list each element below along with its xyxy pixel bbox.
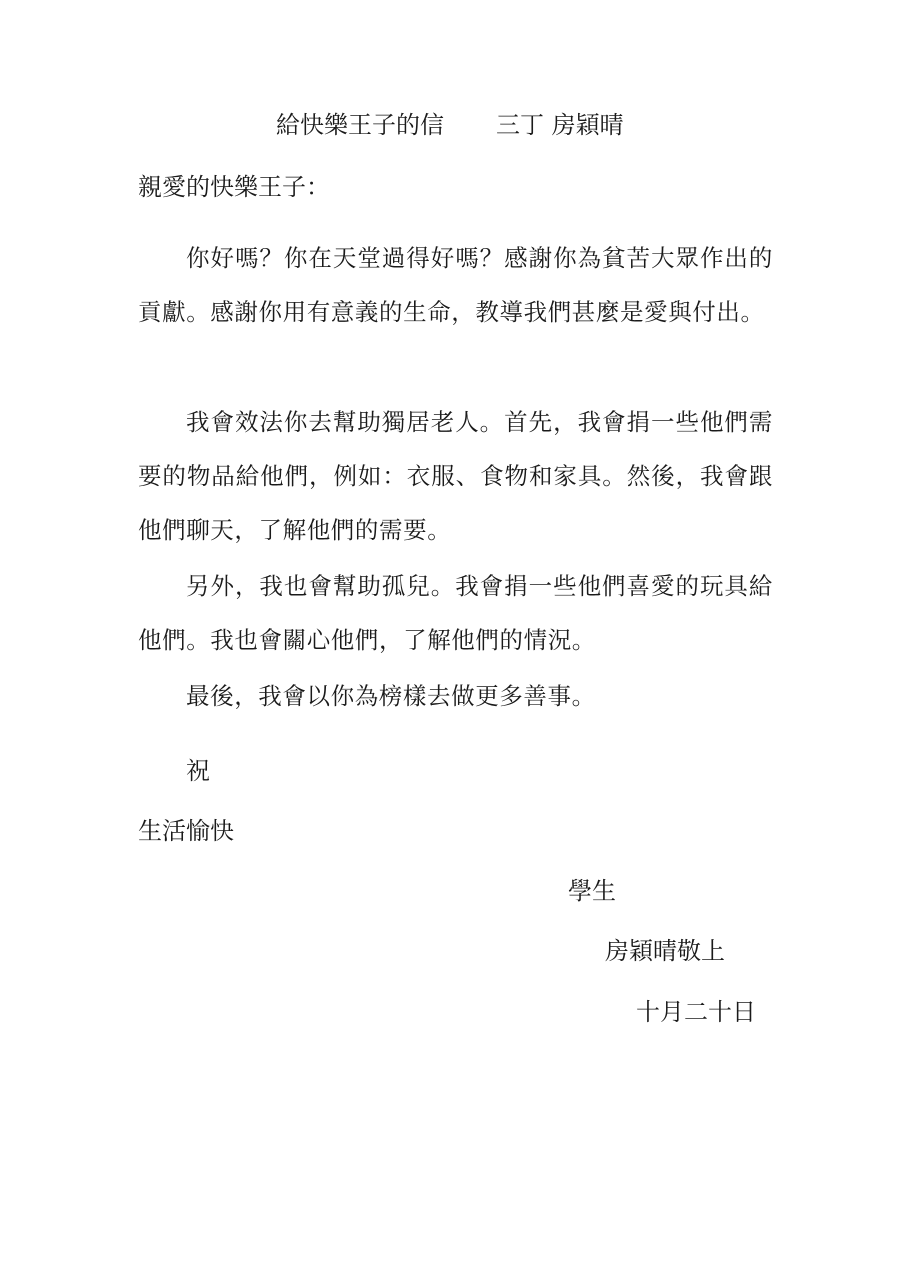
letter-title: 給快樂王子的信 xyxy=(276,111,444,139)
salutation: 親愛的快樂王子： xyxy=(138,173,330,201)
paragraph-1-block xyxy=(138,231,773,339)
paragraph-4: 最後，我會以你為榜樣去做更多善事。 xyxy=(186,682,596,710)
closing-wish-1: 祝 xyxy=(186,757,210,785)
closing-wish-2: 生活愉快 xyxy=(138,817,234,845)
signature-name: 房穎晴敬上 xyxy=(605,937,725,965)
letter-date: 十月二十日 xyxy=(636,998,756,1026)
signature-role: 學生 xyxy=(568,877,616,905)
paragraph-2: 我會效法你去幫助獨居老人。首先，我會捐一些他們需要的物品給他們，例如：衣服、食物和家具。然後，我會跟他們聊天，了解他們的需要。 xyxy=(138,408,773,544)
paragraph-4-block xyxy=(138,669,773,723)
author-line: 三丁 房穎晴 xyxy=(496,111,624,139)
paragraph-3: 另外，我也會幫助孤兒。我會捐一些他們喜愛的玩具給他們。我也會關心他們，了解他們的情況。 xyxy=(138,572,773,654)
paragraph-1: 你好嗎？你在天堂過得好嗎？感謝你為貧苦大眾作出的貢獻。感謝你用有意義的生命，教導我們甚麼是愛與付出。 xyxy=(138,244,773,326)
paragraph-2-block xyxy=(138,395,773,557)
paragraph-3-block xyxy=(138,559,773,667)
letter-title-line xyxy=(276,110,624,140)
